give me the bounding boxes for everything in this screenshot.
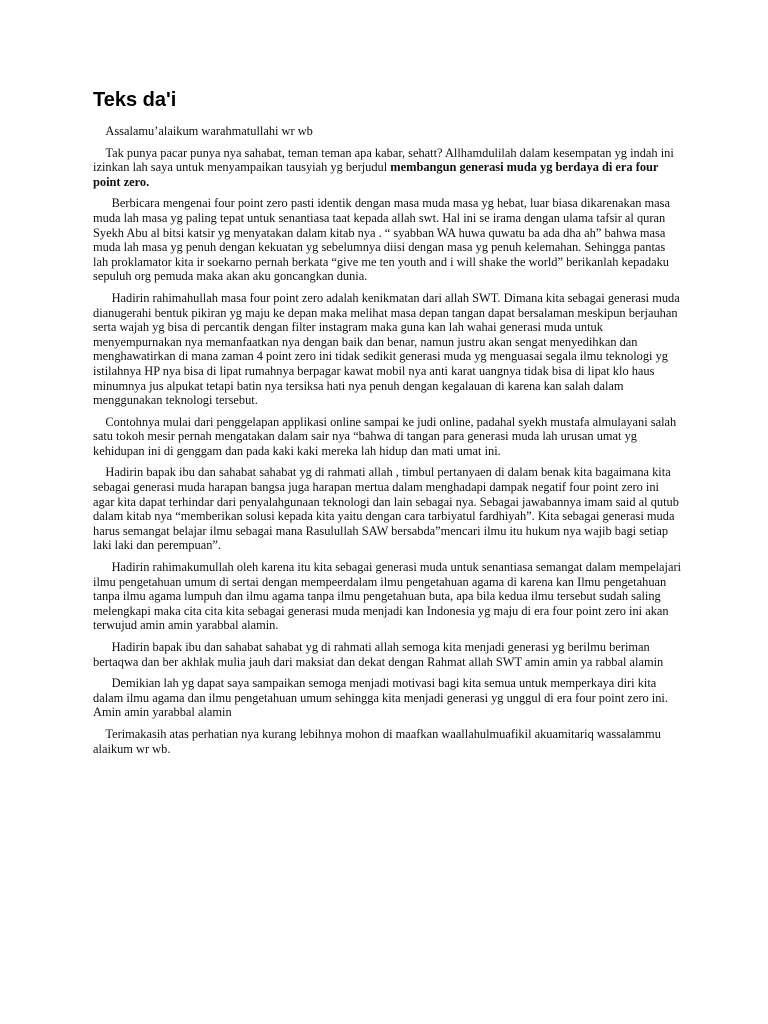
paragraph xyxy=(93,676,683,720)
paragraph-text: Hadirin rahimakumullah oleh karena itu kita sebagai generasi muda untuk senantiasa semangat dalam mempelajari ilmu pengetahuan umum di sertai dengan mempeerdalam ilmu pengetahuan agama di karena kan Ilmu pengetahuan tanpa ilmu agama lumpuh dan ilmu agama tanpa ilmu pengetahuan buta, apa bila kedua ilmu tersebut sudah saling melengkapi maka cita cita kita sebagai generasi muda menjadi kan Indonesia yg maju di era four point zero ini akan terwujud amin amin yarabbal alamin. xyxy=(93,560,682,633)
paragraph-text: Terimakasih atas perhatian nya kurang lebihnya mohon di maafkan waallahulmuafikil akuamitariq wassalammu alaikum wr wb. xyxy=(93,726,661,756)
paragraph-text: Assalamu’alaikum warahmatullahi wr wb xyxy=(105,124,313,138)
paragraph-indent xyxy=(93,465,105,479)
paragraph-text: Hadirin bapak ibu dan sahabat sahabat yg di rahmati allah semoga kita menjadi generasi yg berilmu beriman bertaqwa dan ber akhlak mulia jauh dari maksiat dan dekat dengan Rahmat allah SWT amin amin ya rabbal alamin xyxy=(93,640,664,669)
paragraph-text: Tak punya pacar punya nya sahabat, teman teman apa kabar, sehatt? Allhamdulilah dalam kesempatan yg indah ini izinkan lah saya untuk menyampaikan tausyiah yg berjudul xyxy=(93,145,674,175)
paragraph-text: Berbicara mengenai four point zero pasti identik dengan masa muda masa yg hebat, luar biasa dikarenakan masa muda lah masa yg paling tepat untuk senantiasa taat kepada allah swt. Hal ini se irama dengan ulama tafsir al quran Syekh Abu al bitsi katsir yg menyatakan dalam kitab nya . “ syabban WA huwa quwatu ba ada dha ah” bahwa masa muda lah masa yg penuh dengan kekuatan yg sebelumnya diisi dengan masa yg penuh kelemahan. Sehingga pantas lah proklamator kita ir soekarno pernah berkata “give me ten youth and i will shake the world” berikanlah kepadaku sepuluh org pemuda maka akan aku goncangkan dunia. xyxy=(93,196,670,284)
paragraph xyxy=(93,415,683,459)
paragraph-indent xyxy=(93,727,105,741)
paragraph-indent xyxy=(93,196,112,210)
paragraph-text: Hadirin bapak ibu dan sahabat sahabat yg di rahmati allah , timbul pertanyaen di dalam benak kita bagaimana kita sebagai generasi muda harapan bangsa juga harapan mertua dalam menghadapi dampak negatif four point zero ini agar kita dapat terhindar dari penyalahgunaan teknologi dan lain sebagai nya. Sebagai jawabannya imam said al qutub dalam kitab nya “memberikan solusi kepada kita yaitu dengan cara tarbiyatul fardhiyah”. Kita sebagai generasi muda harus semangat belajar ilmu sebagai mana Rasulullah SAW bersabda”mencari ilmu itu hukum nya wajib bagi setiap laki laki dan perempuan”. xyxy=(93,465,679,553)
document-body xyxy=(93,124,683,763)
paragraph xyxy=(93,146,683,190)
paragraph-indent xyxy=(93,676,112,690)
paragraph-indent xyxy=(93,560,112,574)
paragraph-text: Demikian lah yg dapat saya sampaikan semoga menjadi motivasi bagi kita semua untuk memperkaya diri kita dalam ilmu agama dan ilmu pengetahuan umum sehingga kita menjadi generasi yg unggul di era four point zero ini. Amin amin yarabbal alamin xyxy=(93,676,668,720)
paragraph xyxy=(93,640,683,669)
paragraph-indent xyxy=(93,640,112,654)
paragraph xyxy=(93,465,683,553)
paragraph-bold-text: membangun generasi muda yg berdaya di era four point zero. xyxy=(93,160,659,189)
paragraph-indent xyxy=(93,146,105,160)
paragraph xyxy=(93,196,683,284)
paragraph-text: Contohnya mulai dari penggelapan applikasi online sampai ke judi online, padahal syekh mustafa almulayani salah satu tokoh mesir pernah mengatakan dalam sair nya “bahwa di tangan para generasi muda lah urusan umat yg kehidupan ini di genggam dan pada kaki kaki mereka lah hidup dan mati umat ini. xyxy=(93,414,677,458)
paragraph-indent xyxy=(93,124,105,138)
paragraph-indent xyxy=(93,291,112,305)
paragraph xyxy=(93,560,683,633)
paragraph-indent xyxy=(93,415,105,429)
paragraph xyxy=(93,727,683,756)
paragraph xyxy=(93,291,683,408)
paragraph-text: Hadirin rahimahullah masa four point zero adalah kenikmatan dari allah SWT. Dimana kita sebagai generasi muda dianugerahi bentuk pikiran yg maju ke depan maka melihat masa depan tangan dapat bersalaman meskipun berjauhan serta wajah yg bisa di percantik dengan filter instagram maka guna kan lah wahai generasi muda untuk menyempurnakan nya memanfaatkan nya dengan baik dan benar, namun justru akan sengat menyedihkan dan menghawatirkan di mana zaman 4 point zero ini tidak sedikit generasi muda yg menguasai segala ilmu teknologi yg istilahnya HP nya bisa di lipat rumahnya berpagar kawat mobil nya anti karat uangnya tidak bisa di lipat klo haus minumnya jus alpukat tetapi batin nya tersiksa hati nya penuh dengan kegalauan di karena kan salah dalam menggunakan teknologi tersebut. xyxy=(93,290,680,408)
document-title: Teks da'i xyxy=(93,89,177,111)
paragraph xyxy=(93,124,683,139)
